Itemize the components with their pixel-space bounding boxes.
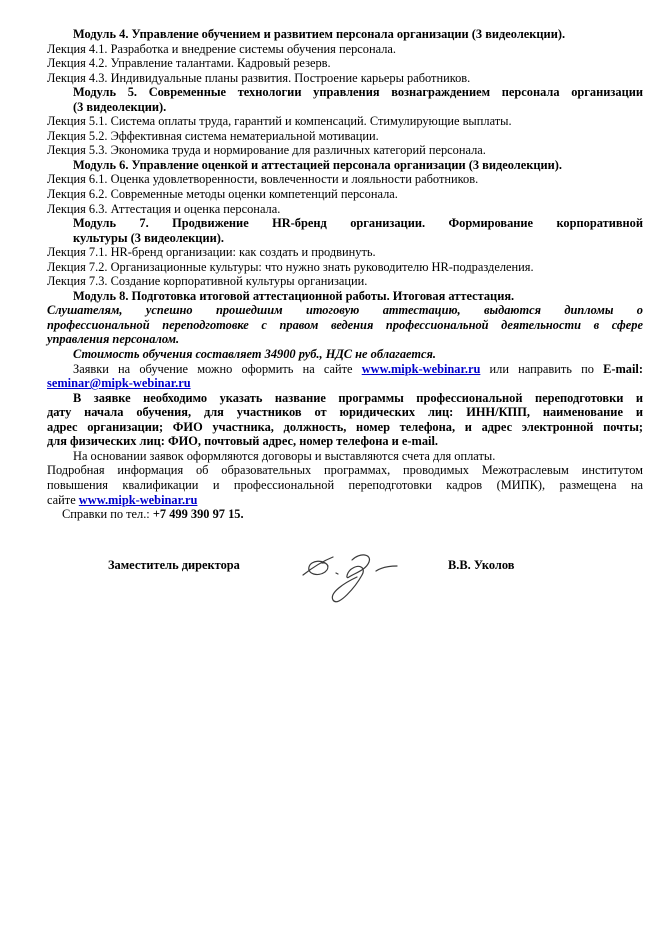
signatory-name: В.В. Уколов: [448, 557, 515, 572]
phone-line: [62, 507, 643, 522]
contracts-note: На основании заявок оформляются договоры и выставляются счета для оплаты.: [73, 448, 496, 463]
lecture-4-1: Лекция 4.1. Разработка и внедрение системы обучения персонала.: [47, 41, 397, 56]
price-note: Стоимость обучения составляет 34900 руб., НДС не облагается.: [73, 347, 436, 362]
lecture-4-2: Лекция 4.2. Управление талантами. Кадровый резерв.: [47, 56, 331, 71]
info-note-line1: Подробная информация об образовательных программах, проводимых Межотраслевым институтом: [47, 463, 643, 478]
requirements-line3: адрес организации; ФИО участника, должность, номер телефона, и адрес электронной почты;: [47, 419, 643, 434]
email-label: E-mail:: [603, 361, 643, 376]
info-note-line2: повышения квалификации и профессиональной переподготовки кадров (МИПК), размещена на: [47, 477, 643, 492]
signature-image: [300, 548, 410, 620]
module-7-heading-line1: Модуль 7. Продвижение HR-бренд организации. Формирование корпоративной: [73, 216, 643, 231]
module-7-heading-line2: культуры (3 видеолекции).: [73, 230, 224, 245]
diploma-note-line1: Слушателям, успешно прошедшим итоговую аттестацию, выдаются дипломы о: [47, 303, 643, 318]
lecture-6-3: Лекция 6.3. Аттестация и оценка персонала.: [47, 201, 281, 216]
lecture-7-3: Лекция 7.3. Создание корпоративной культуры организации.: [47, 274, 368, 289]
diploma-note-line2: профессиональной переподготовке с правом ведения профессиональной деятельности в сфере: [47, 317, 643, 332]
lecture-7-1: Лекция 7.1. HR-бренд организации: как создать и продвинуть.: [47, 245, 376, 260]
apply-text-mid: или направить по: [480, 361, 604, 376]
site-link-2[interactable]: www.mipk-webinar.ru: [78, 492, 198, 507]
phone-label: Справки по тел.:: [62, 507, 153, 522]
lecture-5-1: Лекция 5.1. Система оплаты труда, гарантий и компенсаций. Стимулирующие выплаты.: [47, 114, 512, 129]
email-link[interactable]: seminar@mipk-webinar.ru: [47, 376, 191, 391]
lecture-6-1: Лекция 6.1. Оценка удовлетворенности, вовлеченности и лояльности работников.: [47, 172, 479, 187]
module-6-heading: Модуль 6. Управление оценкой и аттестацией персонала организации (3 видеолекции).: [73, 157, 563, 172]
signatory-position: Заместитель директора: [108, 557, 240, 572]
email-link-line: [47, 376, 643, 391]
signature-block: [47, 556, 643, 651]
lecture-4-3: Лекция 4.3. Индивидуальные планы развития. Построение карьеры работников.: [47, 70, 471, 85]
requirements-line2: дату начала обучения, для участников от юридических лиц: ИНН/КПП, наименование и: [47, 405, 643, 420]
requirements-line1: В заявке необходимо указать название программы профессиональной переподготовки и: [73, 390, 643, 405]
lecture-6-2: Лекция 6.2. Современные методы оценки компетенций персонала.: [47, 187, 398, 202]
lecture-7-2: Лекция 7.2. Организационные культуры: что нужно знать руководителю HR-подразделения.: [47, 259, 534, 274]
module-5-heading-line2: (3 видеолекции).: [73, 99, 167, 114]
apply-line: [73, 362, 643, 377]
diploma-note-line3: управления персоналом.: [47, 332, 180, 347]
apply-text-pre: Заявки на обучение можно оформить на сайте: [73, 361, 362, 376]
info-note-line3: [47, 493, 643, 508]
phone-number: +7 499 390 97 15.: [152, 507, 244, 522]
lecture-5-3: Лекция 5.3. Экономика труда и нормирование для различных категорий персонала.: [47, 143, 486, 158]
module-8-heading: Модуль 8. Подготовка итоговой аттестационной работы. Итоговая аттестация.: [73, 288, 515, 303]
lecture-5-2: Лекция 5.2. Эффективная система нематериальной мотивации.: [47, 128, 379, 143]
module-4-heading: Модуль 4. Управление обучением и развитием персонала организации (3 видеолекции).: [73, 27, 566, 41]
info-text-pre: сайте: [47, 492, 79, 507]
site-link[interactable]: www.mipk-webinar.ru: [361, 361, 481, 376]
requirements-line4: для физических лиц: ФИО, почтовый адрес, номер телефона и e-mail.: [47, 434, 439, 449]
module-5-heading-line1: Модуль 5. Современные технологии управления вознаграждением персонала организации: [73, 85, 643, 100]
